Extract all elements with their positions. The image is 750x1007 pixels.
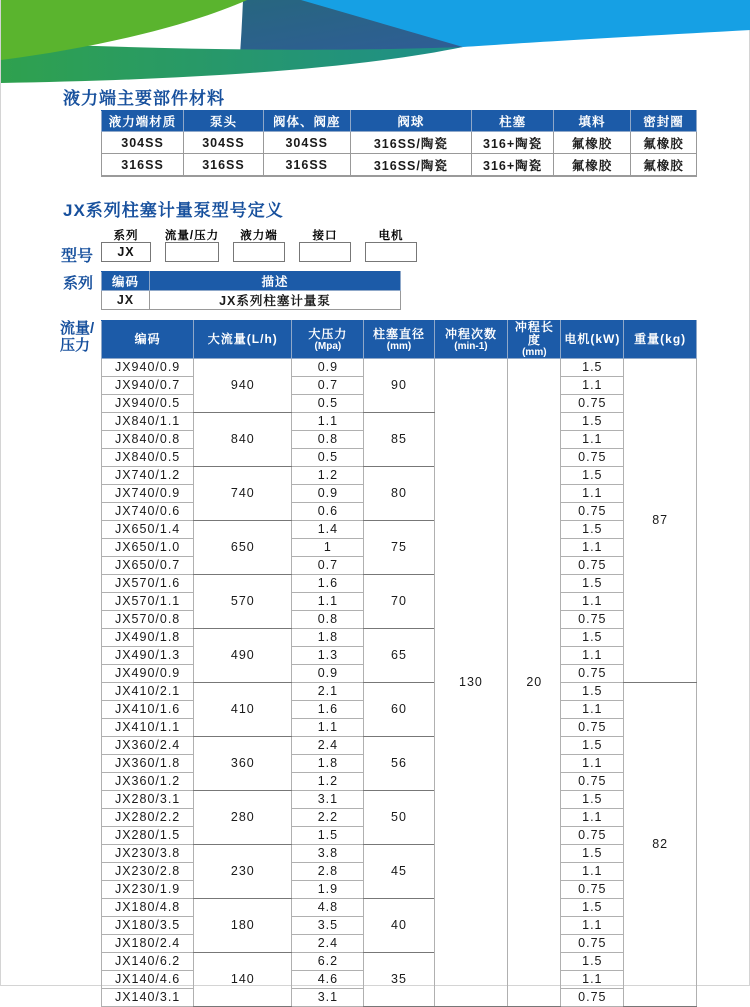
- flow-pressure-label: [60, 320, 94, 354]
- materials-header-row: [102, 111, 697, 132]
- cell-code: JX840/1.1: [102, 413, 194, 431]
- materials-cell: 304SS: [263, 132, 350, 154]
- cell-max-flow: 840: [194, 413, 292, 467]
- cell-code: JX280/1.5: [102, 827, 194, 845]
- cell-motor-power: 1.5: [561, 467, 624, 485]
- flow-column-header: [194, 321, 292, 359]
- cell-motor-power: 0.75: [561, 827, 624, 845]
- cell-motor-power: 1.1: [561, 377, 624, 395]
- cell-motor-power: 0.75: [561, 611, 624, 629]
- cell-max-pressure: 1.1: [292, 719, 364, 737]
- model-number-fields: [101, 230, 417, 262]
- model-field-series: [101, 230, 151, 262]
- cell-motor-power: 1.1: [561, 755, 624, 773]
- materials-column-header: 阀球: [350, 111, 471, 132]
- cell-motor-power: 1.5: [561, 737, 624, 755]
- series-label: 系列: [63, 275, 94, 292]
- table-row: [102, 629, 697, 647]
- cell-weight: 87: [624, 359, 697, 683]
- cell-max-pressure: 1.9: [292, 881, 364, 899]
- cell-plunger-diameter: 56: [364, 737, 434, 791]
- cell-motor-power: 0.75: [561, 395, 624, 413]
- cell-max-pressure: 0.5: [292, 395, 364, 413]
- cell-code: JX230/1.9: [102, 881, 194, 899]
- flow-column-header: [561, 321, 624, 359]
- cell-code: JX280/2.2: [102, 809, 194, 827]
- cell-code: JX280/3.1: [102, 791, 194, 809]
- materials-cell: 316SS: [184, 154, 264, 177]
- flow-column-header-label: 重量(kg): [634, 332, 687, 346]
- model-field-label-motor: 电机: [378, 230, 404, 242]
- model-field-interface: [299, 230, 351, 262]
- cell-motor-power: 1.1: [561, 917, 624, 935]
- cell-motor-power: 1.1: [561, 863, 624, 881]
- table-row: [102, 575, 697, 593]
- cell-code: JX570/1.1: [102, 593, 194, 611]
- cell-code: JX840/0.8: [102, 431, 194, 449]
- materials-cell: 氟橡胶: [630, 132, 696, 154]
- cell-max-pressure: 1.3: [292, 647, 364, 665]
- cell-code: JX180/3.5: [102, 917, 194, 935]
- table-row: [102, 737, 697, 755]
- cell-code: JX940/0.7: [102, 377, 194, 395]
- materials-cell: 304SS: [102, 132, 184, 154]
- cell-max-pressure: 1.1: [292, 593, 364, 611]
- cell-max-pressure: 1.8: [292, 755, 364, 773]
- cell-max-pressure: 1: [292, 539, 364, 557]
- materials-cell: 氟橡胶: [554, 132, 631, 154]
- cell-code: JX840/0.5: [102, 449, 194, 467]
- cell-max-pressure: 0.8: [292, 431, 364, 449]
- cell-max-pressure: 2.1: [292, 683, 364, 701]
- flow-column-header-unit: (min-1): [454, 340, 488, 352]
- cell-motor-power: 0.75: [561, 881, 624, 899]
- cell-motor-power: 1.1: [561, 971, 624, 989]
- model-box-motor: [365, 242, 417, 262]
- cell-code: JX360/2.4: [102, 737, 194, 755]
- cell-motor-power: 0.75: [561, 989, 624, 1007]
- flow-column-header-unit: (mm): [386, 340, 412, 352]
- cell-motor-power: 1.5: [561, 629, 624, 647]
- cell-plunger-diameter: 85: [364, 413, 434, 467]
- cell-weight: 82: [624, 683, 697, 1007]
- cell-max-flow: 180: [194, 899, 292, 953]
- model-box-series: JX: [101, 242, 151, 262]
- model-box-hydraulic-end: [233, 242, 285, 262]
- materials-column-header: 泵头: [184, 111, 264, 132]
- cell-max-pressure: 3.1: [292, 989, 364, 1007]
- cell-code: JX490/1.8: [102, 629, 194, 647]
- cell-max-pressure: 1.2: [292, 467, 364, 485]
- cell-max-pressure: 1.6: [292, 575, 364, 593]
- flow-column-header-label: 冲程长度: [514, 320, 554, 347]
- cell-max-flow: 140: [194, 953, 292, 1007]
- cell-motor-power: 1.5: [561, 845, 624, 863]
- cell-code: JX230/3.8: [102, 845, 194, 863]
- cell-motor-power: 1.5: [561, 413, 624, 431]
- cell-max-flow: 230: [194, 845, 292, 899]
- cell-motor-power: 1.1: [561, 485, 624, 503]
- table-row: [102, 132, 697, 154]
- flow-column-header-unit: (Mpa): [314, 340, 342, 352]
- cell-motor-power: 0.75: [561, 557, 624, 575]
- cell-code: JX140/6.2: [102, 953, 194, 971]
- cell-max-pressure: 0.7: [292, 557, 364, 575]
- cell-max-pressure: 1.6: [292, 701, 364, 719]
- flow-column-header-label: 编码: [134, 332, 161, 346]
- cell-code: JX140/3.1: [102, 989, 194, 1007]
- model-field-motor: [365, 230, 417, 262]
- table-row: [102, 154, 697, 177]
- cell-stroke-rate: 130: [434, 359, 508, 1007]
- cell-plunger-diameter: 70: [364, 575, 434, 629]
- cell-max-pressure: 0.6: [292, 503, 364, 521]
- cell-max-pressure: 3.1: [292, 791, 364, 809]
- cell-motor-power: 1.5: [561, 359, 624, 377]
- flow-column-header-label: 电机(kW): [564, 332, 621, 346]
- cell-motor-power: 1.1: [561, 809, 624, 827]
- cell-code: JX650/1.4: [102, 521, 194, 539]
- cell-plunger-diameter: 65: [364, 629, 434, 683]
- cell-code: JX650/1.0: [102, 539, 194, 557]
- cell-max-flow: 940: [194, 359, 292, 413]
- flow-column-header-label: 冲程次数: [444, 326, 497, 341]
- flow-pressure-label-line1: 流量/: [60, 320, 95, 337]
- cell-code: JX940/0.9: [102, 359, 194, 377]
- cell-code: JX230/2.8: [102, 863, 194, 881]
- cell-motor-power: 1.1: [561, 701, 624, 719]
- cell-max-pressure: 1.5: [292, 827, 364, 845]
- cell-max-pressure: 0.8: [292, 611, 364, 629]
- cell-plunger-diameter: 80: [364, 467, 434, 521]
- materials-column-header: 柱塞: [472, 111, 554, 132]
- cell-max-flow: 360: [194, 737, 292, 791]
- flow-column-header: [102, 321, 194, 359]
- table-row: [102, 683, 697, 701]
- series-header-row: [102, 272, 401, 291]
- cell-motor-power: 0.75: [561, 719, 624, 737]
- cell-max-pressure: 2.2: [292, 809, 364, 827]
- model-section-title: JX系列柱塞计量泵型号定义: [63, 201, 284, 220]
- materials-cell: 316SS/陶瓷: [350, 132, 471, 154]
- model-field-label-hydraulic-end: 液力端: [240, 230, 278, 242]
- cell-motor-power: 0.75: [561, 503, 624, 521]
- cell-code: JX940/0.5: [102, 395, 194, 413]
- model-label: 型号: [61, 248, 94, 265]
- cell-code: JX740/0.9: [102, 485, 194, 503]
- series-cell: JX系列柱塞计量泵: [150, 291, 401, 310]
- cell-motor-power: 1.5: [561, 791, 624, 809]
- materials-column-header: 密封圈: [630, 111, 696, 132]
- table-row: [102, 291, 401, 310]
- table-row: [102, 953, 697, 971]
- cell-code: JX570/1.6: [102, 575, 194, 593]
- materials-table: [101, 110, 697, 177]
- cell-code: JX410/1.1: [102, 719, 194, 737]
- cell-max-pressure: 0.5: [292, 449, 364, 467]
- flow-column-header-label: 大流量(L/h): [207, 332, 278, 346]
- cell-code: JX180/4.8: [102, 899, 194, 917]
- cell-max-pressure: 3.8: [292, 845, 364, 863]
- table-row: [102, 845, 697, 863]
- cell-motor-power: 1.1: [561, 539, 624, 557]
- cell-motor-power: 0.75: [561, 665, 624, 683]
- materials-column-header: 液力端材质: [102, 111, 184, 132]
- materials-cell: 304SS: [184, 132, 264, 154]
- materials-column-header: 填料: [554, 111, 631, 132]
- cell-motor-power: 0.75: [561, 935, 624, 953]
- flow-header-row: [102, 321, 697, 359]
- cell-code: JX740/0.6: [102, 503, 194, 521]
- cell-plunger-diameter: 50: [364, 791, 434, 845]
- materials-cell: 316+陶瓷: [472, 132, 554, 154]
- materials-cell: 氟橡胶: [630, 154, 696, 177]
- model-field-label-series: 系列: [113, 230, 139, 242]
- cell-code: JX650/0.7: [102, 557, 194, 575]
- cell-max-flow: 490: [194, 629, 292, 683]
- flow-column-header: [434, 321, 508, 359]
- cell-motor-power: 1.1: [561, 431, 624, 449]
- cell-code: JX490/1.3: [102, 647, 194, 665]
- table-row: [102, 413, 697, 431]
- cell-motor-power: 1.5: [561, 521, 624, 539]
- series-cell: JX: [102, 291, 150, 310]
- table-row: [102, 521, 697, 539]
- flow-column-header: [508, 321, 561, 359]
- flow-column-header-unit: (mm): [522, 347, 547, 358]
- materials-cell: 316SS: [102, 154, 184, 177]
- table-row: [102, 467, 697, 485]
- cell-stroke-length: 20: [508, 359, 561, 1007]
- cell-motor-power: 1.5: [561, 953, 624, 971]
- cell-motor-power: 1.1: [561, 593, 624, 611]
- flow-column-header-label: 大压力: [308, 326, 348, 341]
- cell-code: JX410/1.6: [102, 701, 194, 719]
- cell-max-flow: 740: [194, 467, 292, 521]
- cell-max-pressure: 1.1: [292, 413, 364, 431]
- cell-max-flow: 570: [194, 575, 292, 629]
- cell-motor-power: 1.5: [561, 575, 624, 593]
- model-field-flow-pressure: [164, 230, 220, 262]
- table-row: [102, 359, 697, 377]
- cell-max-pressure: 2.4: [292, 935, 364, 953]
- table-row: [102, 899, 697, 917]
- cell-max-flow: 280: [194, 791, 292, 845]
- model-field-label-interface: 接口: [312, 230, 338, 242]
- cell-code: JX490/0.9: [102, 665, 194, 683]
- materials-cell: 316SS: [263, 154, 350, 177]
- cell-motor-power: 1.5: [561, 683, 624, 701]
- cell-plunger-diameter: 90: [364, 359, 434, 413]
- cell-max-pressure: 2.4: [292, 737, 364, 755]
- flow-column-header: [292, 321, 364, 359]
- cell-motor-power: 1.5: [561, 899, 624, 917]
- cell-max-pressure: 1.8: [292, 629, 364, 647]
- cell-motor-power: 0.75: [561, 773, 624, 791]
- cell-plunger-diameter: 35: [364, 953, 434, 1007]
- cell-plunger-diameter: 75: [364, 521, 434, 575]
- cell-motor-power: 1.1: [561, 647, 624, 665]
- cell-max-pressure: 0.9: [292, 485, 364, 503]
- cell-code: JX410/2.1: [102, 683, 194, 701]
- cell-plunger-diameter: 40: [364, 899, 434, 953]
- materials-section-title: 液力端主要部件材料: [63, 89, 225, 108]
- model-field-label-flow-pressure: 流量/压力: [164, 230, 220, 242]
- flow-column-header-label: 柱塞直径: [372, 326, 425, 341]
- cell-code: JX180/2.4: [102, 935, 194, 953]
- cell-max-pressure: 6.2: [292, 953, 364, 971]
- cell-plunger-diameter: 60: [364, 683, 434, 737]
- flow-column-header: [364, 321, 434, 359]
- cell-max-pressure: 0.7: [292, 377, 364, 395]
- series-column-header: 编码: [102, 272, 150, 291]
- cell-max-pressure: 1.2: [292, 773, 364, 791]
- series-table: [101, 271, 401, 310]
- cell-max-pressure: 0.9: [292, 665, 364, 683]
- cell-code: JX140/4.6: [102, 971, 194, 989]
- cell-max-flow: 410: [194, 683, 292, 737]
- cell-max-flow: 650: [194, 521, 292, 575]
- cell-code: JX360/1.8: [102, 755, 194, 773]
- cell-motor-power: 0.75: [561, 449, 624, 467]
- table-row: [102, 791, 697, 809]
- cell-code: JX360/1.2: [102, 773, 194, 791]
- flow-pressure-label-line2: 压力: [60, 337, 91, 354]
- flow-pressure-table: [101, 320, 697, 1007]
- model-field-hydraulic-end: [233, 230, 285, 262]
- cell-max-pressure: 3.5: [292, 917, 364, 935]
- model-box-interface: [299, 242, 351, 262]
- flow-column-header: [624, 321, 697, 359]
- materials-cell: 氟橡胶: [554, 154, 631, 177]
- cell-max-pressure: 2.8: [292, 863, 364, 881]
- cell-max-pressure: 4.6: [292, 971, 364, 989]
- materials-cell: 316SS/陶瓷: [350, 154, 471, 177]
- cell-max-pressure: 1.4: [292, 521, 364, 539]
- cell-code: JX740/1.2: [102, 467, 194, 485]
- materials-column-header: 阀体、阀座: [263, 111, 350, 132]
- cell-code: JX570/0.8: [102, 611, 194, 629]
- cell-plunger-diameter: 45: [364, 845, 434, 899]
- model-box-flow-pressure: [165, 242, 219, 262]
- materials-cell: 316+陶瓷: [472, 154, 554, 177]
- series-column-header: 描述: [150, 272, 401, 291]
- cell-max-pressure: 0.9: [292, 359, 364, 377]
- cell-max-pressure: 4.8: [292, 899, 364, 917]
